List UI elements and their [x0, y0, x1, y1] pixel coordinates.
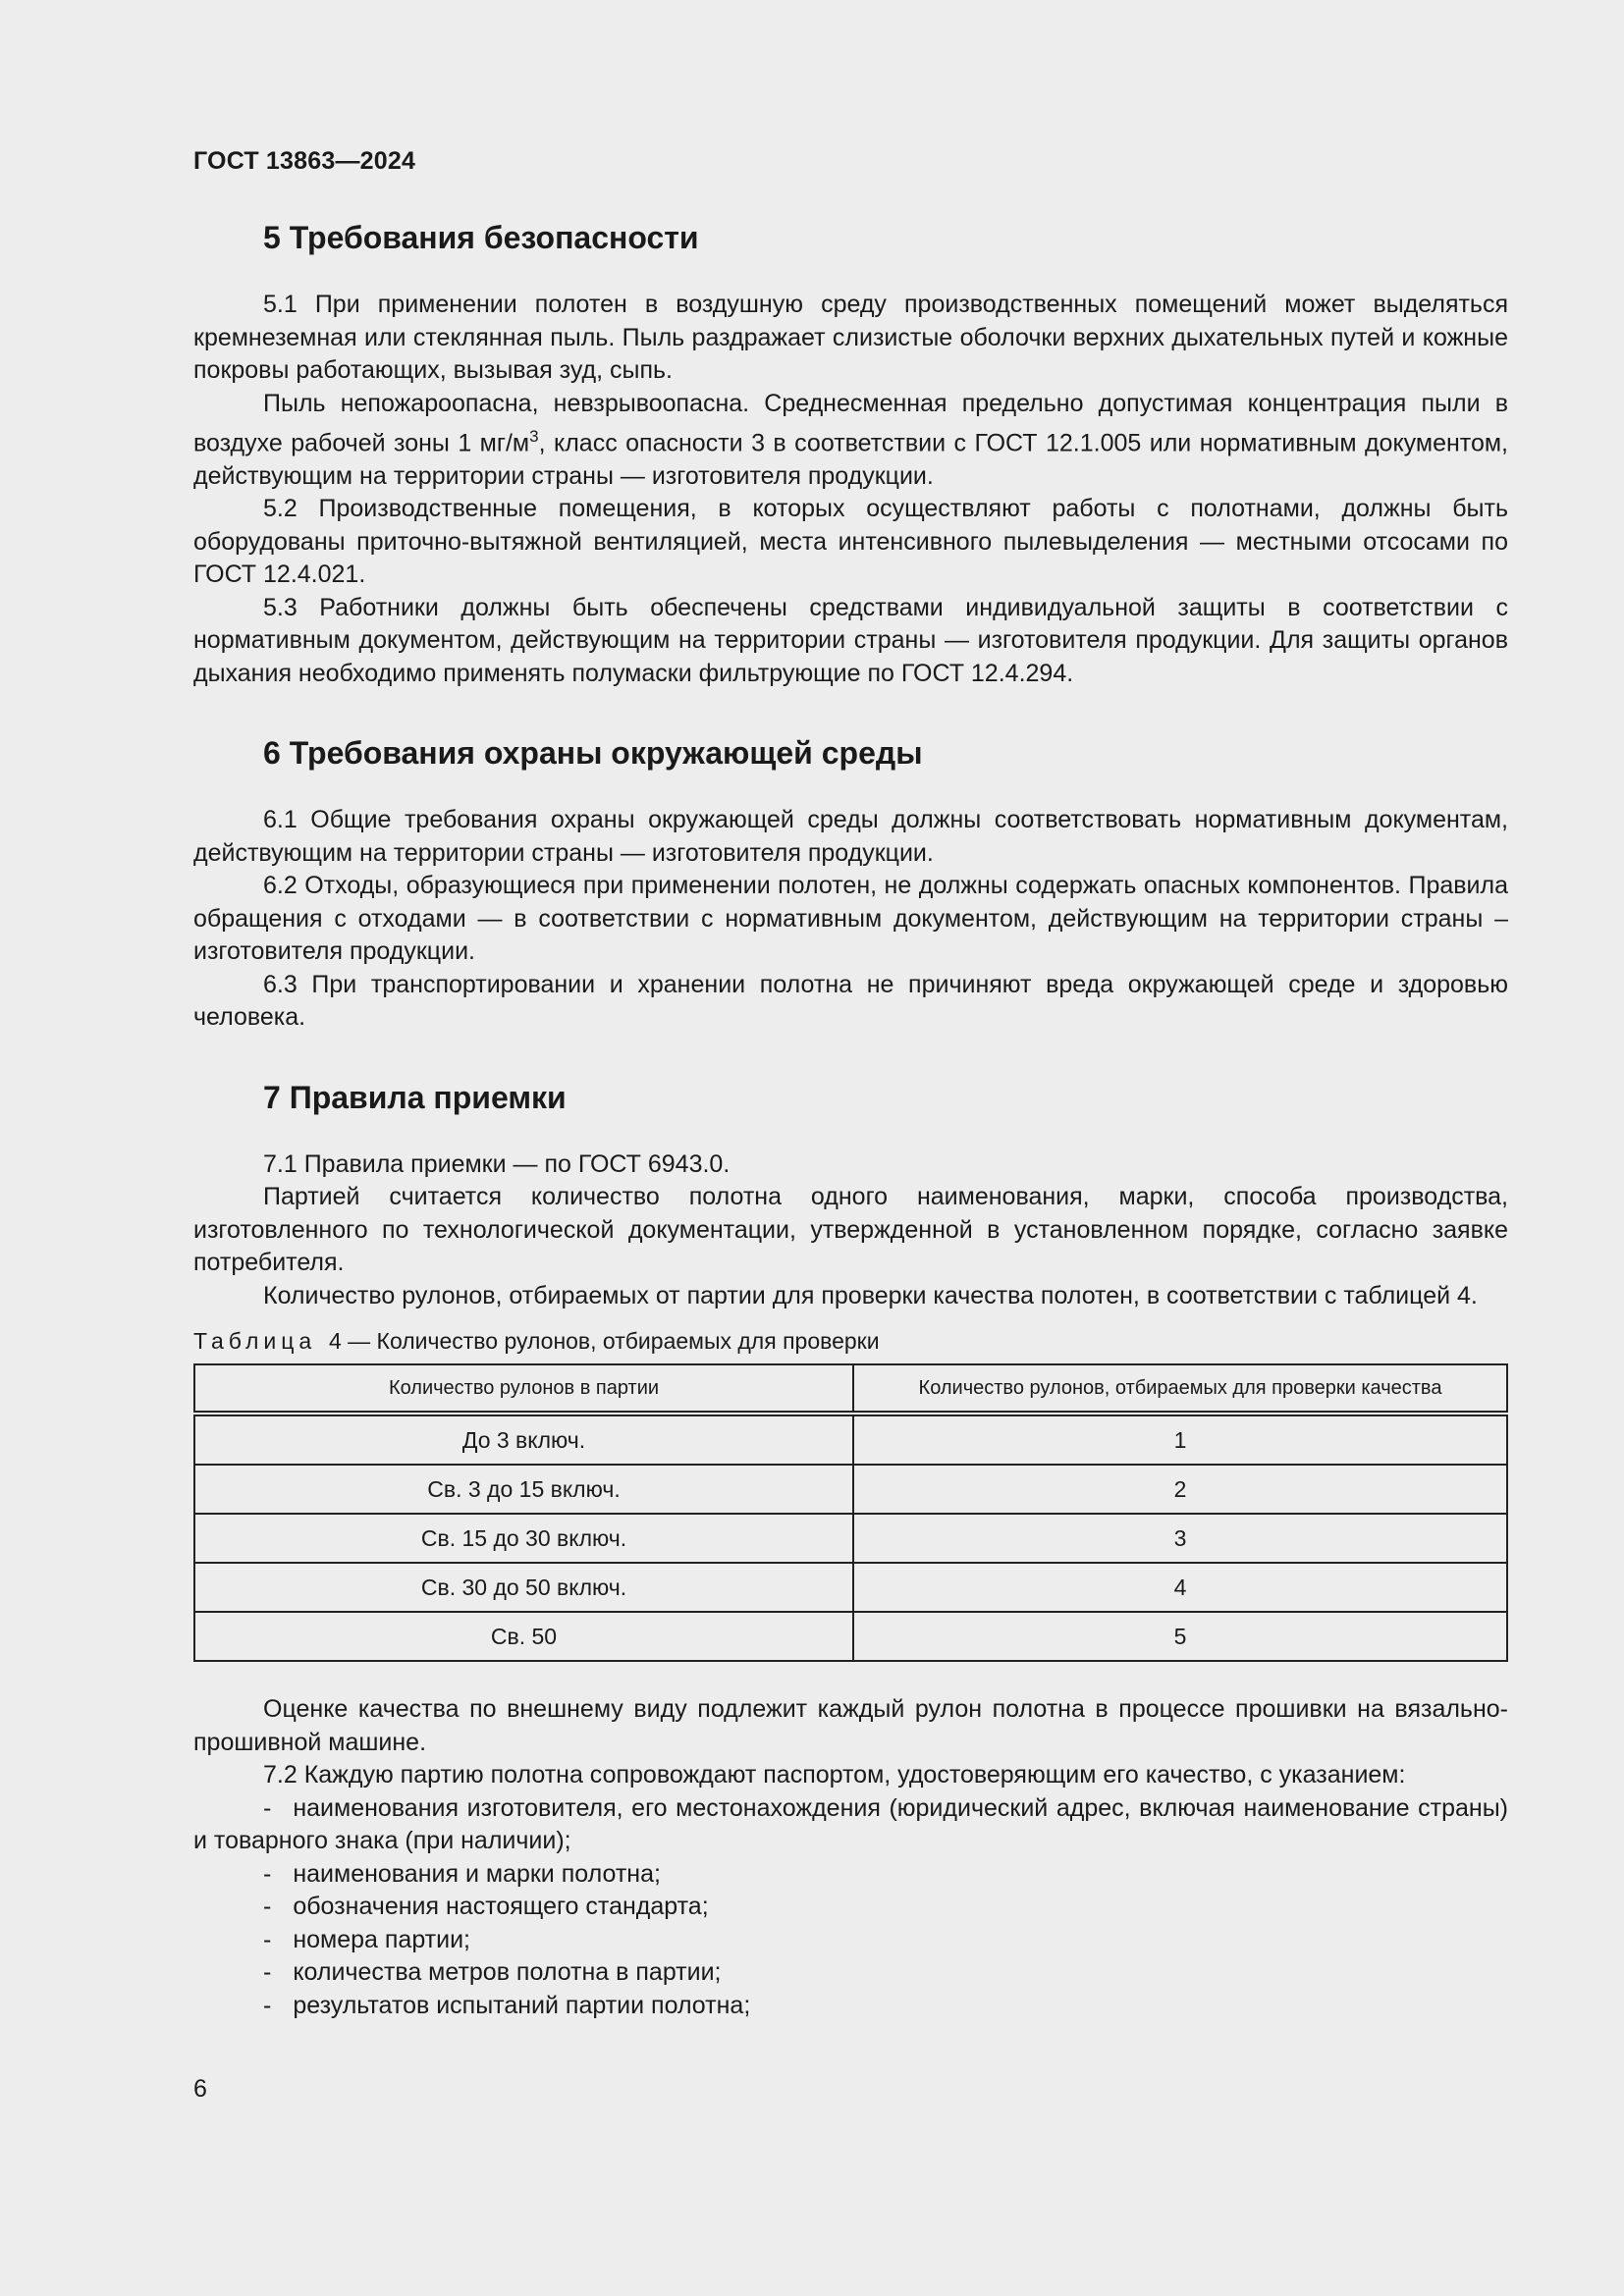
list-item: - номера партии; — [263, 1925, 471, 1953]
paragraph-7-1: 7.1 Правила приемки — по ГОСТ 6943.0. — [263, 1149, 731, 1178]
list-item: - наименования изготовителя, его местонахождения (юридический адрес, включая наименование страны) и товарного знака (при наличии); — [193, 1793, 1508, 1855]
table-row — [194, 1514, 1507, 1563]
passport-list — [193, 1792, 1508, 2023]
list-item: - наименования и марки полотна; — [263, 1859, 661, 1888]
page-number: 6 — [193, 2075, 207, 2103]
document-body — [193, 218, 1508, 2022]
table-cell: Св. 3 до 15 включ. — [194, 1465, 853, 1514]
paragraph-7-1-rolls: Количество рулонов, отбираемых от партии для проверки качества полотен, в соответствии с таблицей 4. — [263, 1281, 1478, 1309]
section-7-title: 7 Правила приемки — [263, 1079, 567, 1115]
table-cell: До 3 включ. — [194, 1414, 853, 1465]
list-item: - количества метров полотна в партии; — [263, 1958, 722, 1987]
table-cell: Св. 15 до 30 включ. — [194, 1514, 853, 1563]
section-7 — [193, 1078, 1508, 2023]
paragraph-7-2: 7.2 Каждую партию полотна сопровождают паспортом, удостоверяющим его качество, с указанием: — [263, 1761, 1406, 1789]
table-header-row — [194, 1364, 1507, 1414]
paragraph-5-1-dust: Пыль непожароопасна, невзрывоопасна. Среднесменная предельно допустимая концентрация пыли в воздухе рабочей зоны 1 $мг/м^3$, класс опасности 3 в соответствии с ГОСТ 12.1.005 или нормативным документом, действующим на территории страны — изготовителя продукции. — [193, 389, 1508, 490]
table-row — [194, 1563, 1507, 1612]
table-cell: 2 — [853, 1465, 1507, 1514]
table-cell: 4 — [853, 1563, 1507, 1612]
paragraph-6-1: 6.1 Общие требования охраны окружающей среды должны соответствовать нормативным документам, действующим на территории страны — изготовителя продукции. — [193, 806, 1508, 867]
section-5 — [193, 218, 1508, 690]
paragraph-7-1-visual: Оценке качества по внешнему виду подлежит каждый рулон полотна в процессе прошивки на вязально-прошивной машине. — [193, 1695, 1508, 1756]
paragraph-6-2: 6.2 Отходы, образующиеся при применении полотен, не должны содержать опасных компонентов. Правила обращения с отходами — в соответствии с нормативным документом, действующим на территории страны – изготовителя продукции. — [193, 872, 1508, 966]
paragraph-7-1-batch: Партией считается количество полотна одного наименования, марки, способа производства, изготовленного по технологической документации, утвержденной в установленном порядке, согласно заявке потребителя. — [193, 1183, 1508, 1277]
paragraph-6-3: 6.3 При транспортировании и хранении полотна не причиняют вреда окружающей среде и здоровью человека. — [193, 970, 1508, 1032]
paragraph-5-3: 5.3 Работники должны быть обеспечены средствами индивидуальной защиты в соответствии с нормативным документом, действующим на территории страны — изготовителя продукции. Для защиты органов дыхания необходимо применять полумаски фильтрующие по ГОСТ 12.4.294. — [193, 593, 1508, 687]
table-cell: 5 — [853, 1612, 1507, 1661]
table-row — [194, 1465, 1507, 1514]
document-header: ГОСТ 13863—2024 — [193, 147, 416, 175]
section-6 — [193, 733, 1508, 1035]
section-5-title: 5 Требования безопасности — [263, 220, 699, 255]
table-cell: Св. 50 — [194, 1612, 853, 1661]
table-header-cell: Количество рулонов в партии — [194, 1364, 853, 1414]
table-cell: 3 — [853, 1514, 1507, 1563]
rolls-table — [193, 1363, 1508, 1662]
table-header-cell: Количество рулонов, отбираемых для проверки качества — [853, 1364, 1507, 1414]
table-row — [194, 1414, 1507, 1465]
table-caption: Таблица 4 — Количество рулонов, отбираемых для проверки — [193, 1328, 880, 1355]
list-item: - результатов испытаний партии полотна; — [263, 1991, 751, 2019]
table-cell: Св. 30 до 50 включ. — [194, 1563, 853, 1612]
paragraph-5-2: 5.2 Производственные помещения, в которых осуществляют работы с полотнами, должны быть оборудованы приточно-вытяжной вентиляцией, места интенсивного пылевыделения — местными отсосами по ГОСТ 12.4.021. — [193, 495, 1508, 589]
section-6-title: 6 Требования охраны окружающей среды — [263, 735, 923, 772]
list-item: - обозначения настоящего стандарта; — [263, 1893, 709, 1921]
table-cell: 1 — [853, 1414, 1507, 1465]
paragraph-5-1: 5.1 При применении полотен в воздушную среду производственных помещений может выделяться кремнеземная или стеклянная пыль. Пыль раздражает слизистые оболочки верхних дыхательных путей и кожные покровы работающих, вызывая зуд, сыпь. — [193, 291, 1508, 384]
table-row — [194, 1612, 1507, 1661]
